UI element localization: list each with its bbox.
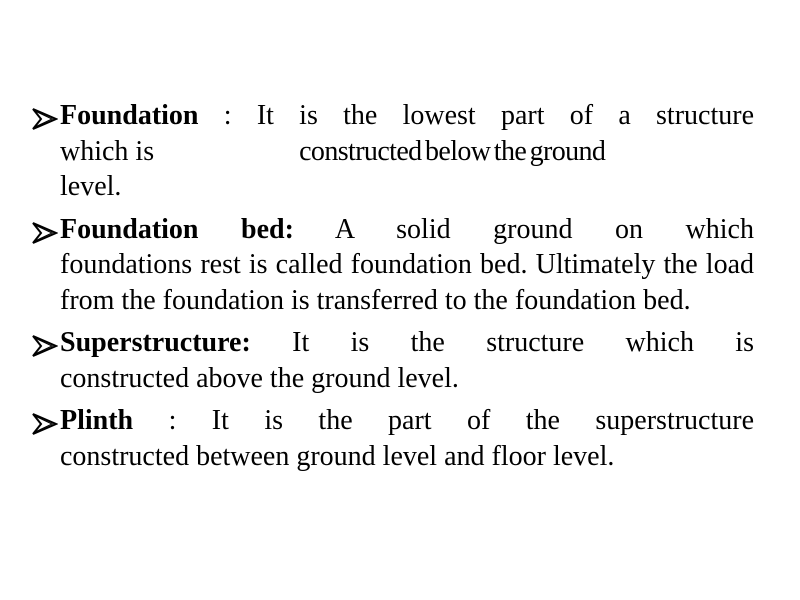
term-plinth: Plinth: [60, 405, 134, 436]
bullet-foundation-bed: [32, 212, 754, 319]
line-1: [60, 325, 754, 361]
term-foundation-bed: Foundation bed:: [60, 213, 294, 245]
definition-start: It is the part of the superstructure: [211, 405, 755, 436]
definition-rest: constructed between ground level and floor level.: [60, 440, 615, 472]
line-2: [60, 134, 754, 170]
arrow-bullet-icon: [32, 222, 58, 244]
line-1: [60, 403, 754, 439]
arrow-bullet-icon: [32, 335, 58, 357]
definition-start: It is the structure which is: [250, 327, 754, 358]
separator: :: [133, 405, 212, 436]
definition-start: A solid ground on which: [293, 213, 754, 245]
definition-end: level.: [60, 171, 122, 202]
separator: :: [198, 100, 257, 131]
line-1: [60, 212, 754, 248]
definition-fragment-left: which is: [60, 135, 155, 167]
bullet-superstructure: [32, 325, 754, 396]
line-1: [60, 98, 754, 134]
term-superstructure: Superstructure:: [60, 327, 251, 358]
definition-fragment-right: constructed below the ground: [299, 135, 606, 167]
bullet-plinth: [32, 403, 754, 474]
arrow-bullet-icon: [32, 413, 58, 435]
bullet-foundation: [32, 98, 754, 205]
definition-rest: constructed above the ground level.: [60, 362, 459, 394]
definition-start: It is the lowest part of a structure: [256, 100, 754, 131]
term-foundation: Foundation: [60, 100, 199, 131]
bullet-list: [32, 98, 754, 481]
arrow-bullet-icon: [32, 108, 58, 130]
definition-rest: foundations rest is called foundation bed. Ultimately the load from the foundation is transferred to the foundation bed.: [60, 249, 754, 316]
